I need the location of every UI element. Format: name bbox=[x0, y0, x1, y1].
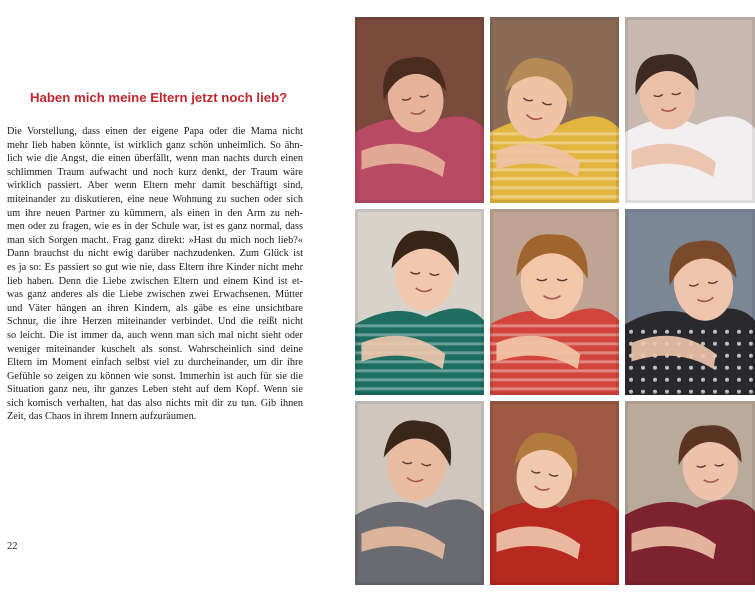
body-line: Zeit, das Chaos in ihrem Innern aufzuräumen. bbox=[7, 411, 197, 423]
text-page bbox=[0, 0, 345, 604]
body-line: lich wie die Angst, die einen überfällt, wenn man nachts durch einen bbox=[7, 153, 303, 165]
body-line: Situation ganz neu, ihr ganzes Leben steht auf dem Kopf. Wenn sie bbox=[7, 384, 303, 396]
body-line: so leicht. Die ist immer da, auch wenn man sich mal nicht sieht oder bbox=[7, 329, 303, 341]
body-line: Gefühle so zeigen zu können wie sonst. Immerhin ist auch für sie die bbox=[7, 370, 303, 382]
body-line: weniger miteinander kuschelt als sonst. Wahrscheinlich sind deine bbox=[7, 343, 303, 355]
article-heading: Haben mich meine Eltern jetzt noch lieb? bbox=[30, 90, 288, 105]
photo-image bbox=[625, 209, 755, 395]
body-line: wirklich passiert. Aber wenn Eltern mehr damit beschäftigt sind, bbox=[7, 180, 303, 192]
photo-boy-hugging-arms bbox=[355, 17, 484, 203]
photo-girl-polka-dot-hug bbox=[625, 17, 755, 203]
body-line: man sich Sorgen macht. Frag ganz direkt: »Hast du mich noch lieb?« bbox=[7, 234, 303, 246]
page-number: 22 bbox=[7, 541, 18, 552]
photo-image bbox=[625, 401, 755, 585]
body-line: es ja so: Es passiert so gut wie nie, dass Eltern ihre Kinder nicht mehr bbox=[7, 261, 303, 273]
body-line: lieb haben. Denn die Liebe zwischen Eltern und einem Kind ist et- bbox=[7, 275, 303, 287]
body-line: schlimmen Traum aufwacht und noch kurz denkt, der Traum wäre bbox=[7, 166, 303, 178]
body-line: und Väter hängen an ihren Kindern, als gäbe es eine unsichtbare bbox=[7, 302, 303, 314]
body-line: was ganz anderes als die Liebe zwischen zwei Erwachsenen. Mütter bbox=[7, 289, 303, 301]
photo-image bbox=[355, 401, 484, 585]
photo-image bbox=[355, 17, 484, 203]
photo-child-red-sleeve bbox=[490, 401, 619, 585]
photo-two-boys-embrace bbox=[490, 17, 619, 203]
body-line: um ihre neuen Partner zu kümmern, als einen in den Arm zu neh- bbox=[7, 207, 303, 219]
photo-image bbox=[490, 17, 619, 203]
article-body bbox=[7, 125, 303, 424]
photo-image bbox=[625, 17, 755, 203]
body-line: Eltern im Moment einfach selbst viel zu durcheinander, um dir ihre bbox=[7, 357, 303, 369]
body-line: sich komisch verhalten, hat das also nichts mit dir zu tun. Gib ihnen bbox=[7, 397, 303, 409]
body-line: miteinander zu diskutieren, eine neue Wohnung zu suchen oder sich bbox=[7, 193, 303, 205]
photo-girl-knit-sweater bbox=[625, 401, 755, 585]
photo-girl-red-stripes bbox=[490, 209, 619, 395]
body-line: men oder zu fragen, wie es in der Schule war, ist es ganz normal, dass bbox=[7, 221, 303, 233]
body-line: mehr lieb haben könnte, ist wirklich ganz schön unheimlich. So ähn- bbox=[7, 139, 303, 151]
photo-girl-smiling-dots bbox=[625, 209, 755, 395]
photo-boy-striped-shirt bbox=[355, 209, 484, 395]
photo-image bbox=[490, 209, 619, 395]
photo-grid bbox=[355, 17, 755, 585]
photo-image bbox=[490, 401, 619, 585]
photo-image bbox=[355, 209, 484, 395]
body-line: Die Vorstellung, dass einen der eigene Papa oder die Mama nicht bbox=[7, 126, 303, 137]
body-line: Schnur, die ihre Herzen miteinander verbindet. Und die reißt nicht bbox=[7, 316, 303, 328]
photo-boy-grey-hoodie bbox=[355, 401, 484, 585]
body-line: Dann brauchst du nicht ewig darüber nachzudenken. Zum Glück ist bbox=[7, 248, 303, 260]
